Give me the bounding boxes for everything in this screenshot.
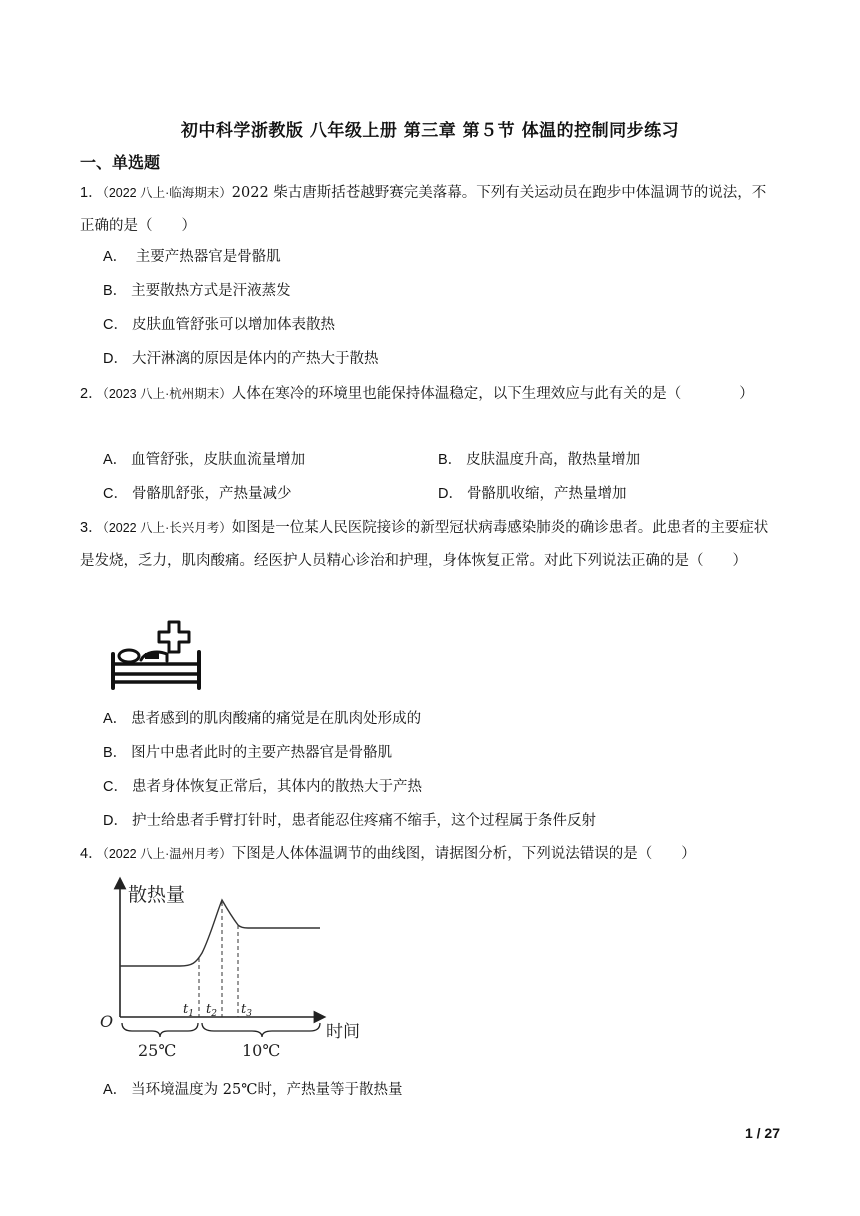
question-1-option-c[interactable] — [103, 315, 335, 335]
question-3-option-a[interactable] — [103, 709, 421, 729]
option-text: 当环境温度为 25℃时，产热量等于散热量 — [131, 1082, 403, 1098]
option-label: A． — [103, 711, 128, 727]
option-label: A． — [103, 1082, 128, 1098]
question-number: 3． — [80, 520, 103, 536]
question-text: 如图是一位某人民医院接诊的新型冠状病毒感染肺炎的确诊患者。此患者的主要症状是发烧，乏力，肌肉酸痛。经医护人员精心诊治和护理，身体恢复正常。对此下列说法正确的是（ ） — [80, 520, 769, 569]
heat-curve — [120, 900, 320, 966]
option-label: A． — [103, 249, 128, 265]
question-3-option-d[interactable] — [103, 811, 596, 831]
option-text: 护士给患者手臂打针时，患者能忍住疼痛不缩手，这个过程属于条件反射 — [131, 813, 596, 829]
question-source: （2022 八上·温州月考） — [102, 847, 232, 861]
question-number: 1． — [80, 185, 103, 201]
option-label: C． — [103, 317, 128, 333]
question-text: 2022 柴古唐斯括苍越野赛完美落幕。下列有关运动员在跑步中体温调节的说法，不正确的是（ ） — [80, 185, 767, 234]
question-4-stem — [80, 838, 780, 871]
question-number: 4． — [80, 846, 103, 862]
question-3-stem — [80, 512, 780, 578]
question-2-option-a[interactable] — [103, 450, 305, 470]
question-source: （2022 八上·临海期末） — [102, 186, 232, 200]
patient-bed-image — [105, 616, 205, 694]
page-number: 1 / 27 — [744, 1125, 780, 1141]
question-1-option-a[interactable] — [103, 247, 281, 267]
range-25-label: 25℃ — [138, 1041, 177, 1060]
option-label: A． — [103, 452, 128, 468]
option-label: B． — [103, 283, 128, 299]
option-text: 主要散热方式是汗液蒸发 — [131, 283, 291, 299]
question-2-option-d[interactable] — [438, 484, 626, 504]
question-2-option-b[interactable] — [438, 450, 640, 470]
option-text: 皮肤血管舒张可以增加体表散热 — [131, 317, 335, 333]
section-heading: 一、单选题 — [80, 153, 161, 172]
option-label: D． — [103, 351, 128, 367]
t1-label: $t_1$ — [183, 1002, 194, 1019]
option-text: 患者感到的肌肉酸痛的痛觉是在肌肉处形成的 — [131, 711, 422, 727]
option-text: 图片中患者此时的主要产热器官是骨骼肌 — [131, 745, 393, 761]
y-axis-label: 散热量 — [128, 884, 186, 906]
option-text: 患者身体恢复正常后，其体内的散热大于产热 — [131, 779, 422, 795]
origin-label: O — [100, 1012, 114, 1031]
option-text: 大汗淋漓的原因是体内的产热大于散热 — [131, 351, 379, 367]
medical-cross-icon — [159, 622, 189, 652]
question-3-option-c[interactable] — [103, 777, 422, 797]
question-text: 下图是人体体温调节的曲线图，请据图分析，下列说法错误的是（ ） — [231, 846, 696, 862]
option-text: 骨骼肌舒张，产热量减少 — [131, 486, 292, 502]
option-text: 血管舒张，皮肤血流量增加 — [131, 452, 306, 468]
option-text: 皮肤温度升高，散热量增加 — [466, 452, 641, 468]
brace-10 — [202, 1023, 320, 1037]
option-label: C． — [103, 486, 128, 502]
heat-dissipation-figure — [98, 875, 378, 1060]
question-number: 2． — [80, 386, 103, 402]
option-text: 骨骼肌收缩，产热量增加 — [466, 486, 627, 502]
question-1-stem — [80, 177, 780, 243]
t2-label: $t_2$ — [206, 1002, 217, 1019]
option-label: B． — [438, 452, 463, 468]
x-axis-label: 时间 — [326, 1022, 360, 1042]
range-10-label: 10℃ — [242, 1041, 281, 1060]
page-title: 初中科学浙教版 八年级上册 第三章 第５节 体温的控制同步练习 — [180, 121, 680, 141]
question-1-option-b[interactable] — [103, 281, 291, 301]
question-source: （2023 八上·杭州期末） — [102, 387, 232, 401]
option-label: B． — [103, 745, 128, 761]
option-label: D． — [438, 486, 463, 502]
option-text: 主要产热器官是骨骼肌 — [131, 249, 281, 265]
option-label: C． — [103, 779, 128, 795]
question-4-option-a[interactable] — [103, 1080, 402, 1100]
question-1-option-d[interactable] — [103, 349, 378, 369]
option-label: D． — [103, 813, 128, 829]
question-text: 人体在寒冷的环境里也能保持体温稳定，以下生理效应与此有关的是（ ） — [231, 386, 754, 402]
brace-25 — [122, 1023, 198, 1037]
question-source: （2022 八上·长兴月考） — [102, 521, 232, 535]
t3-label: $t_3$ — [241, 1002, 252, 1019]
question-2-option-c[interactable] — [103, 484, 291, 504]
question-2-stem — [80, 378, 780, 411]
question-3-option-b[interactable] — [103, 743, 392, 763]
